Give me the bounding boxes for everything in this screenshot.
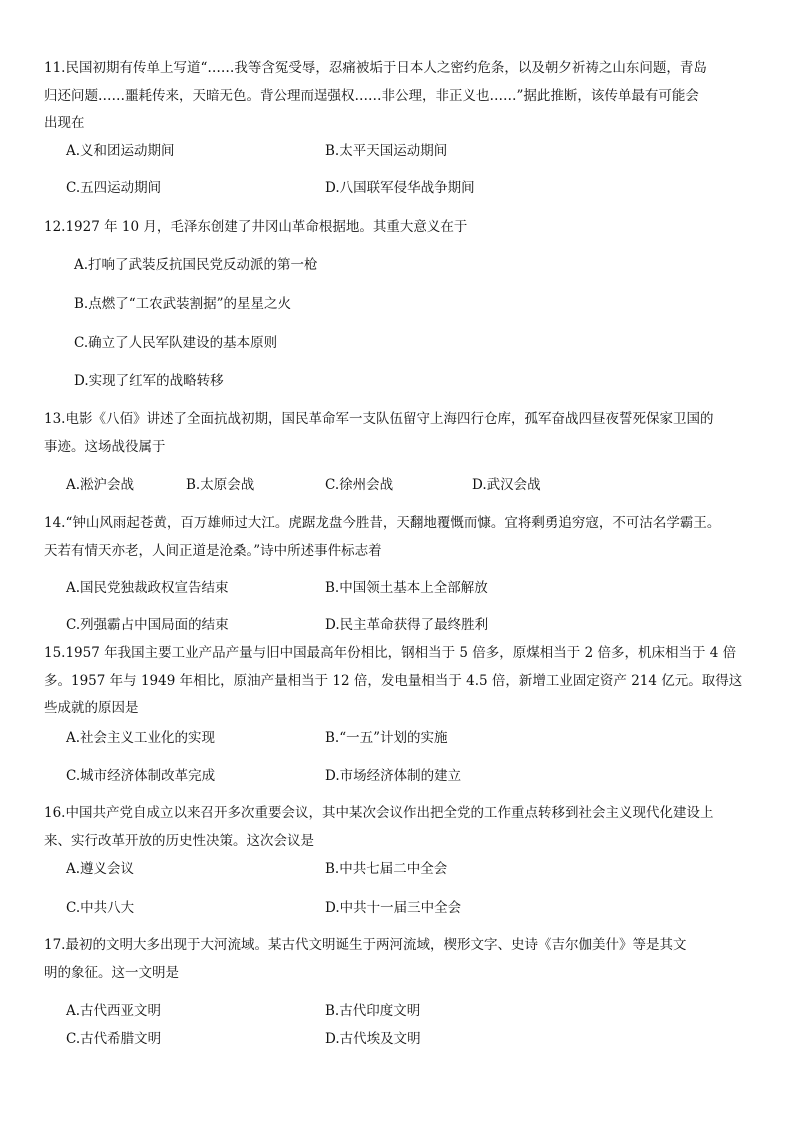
q15-stem-line-2: 多。1957 年与 1949 年相比，原油产量相当于 12 倍，发电量相当于 4.5 倍，新增工业固定资产 214 亿元。取得这 [44, 673, 743, 689]
q15-stem-line-3: 些成就的原因是 [44, 700, 139, 716]
q12-option-a: A.打响了武装反抗国民党反动派的第一枪 [74, 257, 318, 273]
q16-option-b: B.中共七届二中全会 [325, 861, 448, 877]
q13-option-d: D.武汉会战 [472, 477, 541, 493]
q17-option-a: A.古代西亚文明 [66, 1003, 162, 1019]
q14-option-b: B.中国领土基本上全部解放 [325, 580, 488, 596]
q16-option-d: D.中共十一届三中全会 [325, 900, 462, 916]
q12-option-b: B.点燃了“工农武装割据”的星星之火 [74, 296, 292, 312]
q13-option-a: A.淞沪会战 [66, 477, 135, 493]
q15-option-d: D.市场经济体制的建立 [325, 768, 462, 784]
q11-stem-line-3: 出现在 [44, 115, 85, 131]
q17-option-b: B.古代印度文明 [325, 1003, 421, 1019]
q12-option-c: C.确立了人民军队建设的基本原则 [74, 335, 278, 351]
q11-option-b: B.太平天国运动期间 [325, 143, 448, 159]
q16-option-a: A.遵义会议 [66, 861, 135, 877]
q17-stem-line-2: 明的象征。这一文明是 [44, 965, 179, 981]
q16-option-c: C.中共八大 [66, 900, 135, 916]
q13-option-c: C.徐州会战 [325, 477, 394, 493]
q14-option-a: A.国民党独裁政权宣告结束 [66, 580, 229, 596]
q11-stem-line-2: 归还问题……噩耗传来，天暗无色。背公理而逞强权……非公理，非正义也……”据此推断，该传单最有可能会 [44, 88, 699, 104]
q13-option-b: B.太原会战 [186, 477, 255, 493]
q11-stem-line-1: 11.民国初期有传单上写道“……我等含冤受辱，忍痛被垢于日本人之密约危条，以及朝夕祈祷之山东问题，青岛 [44, 60, 707, 76]
q17-stem-line-1: 17.最初的文明大多出现于大河流域。某古代文明诞生于两河流域，楔形文字、史诗《吉尔伽美什》等是其文 [44, 937, 687, 953]
q13-stem-line-1: 13.电影《八佰》讲述了全面抗战初期，国民革命军一支队伍留守上海四行仓库，孤军奋战四昼夜誓死保家卫国的 [44, 411, 714, 427]
q11-option-a: A.义和团运动期间 [66, 143, 175, 159]
q16-stem-line-2: 来、实行改革开放的历史性决策。这次会议是 [44, 833, 314, 849]
q17-option-c: C.古代希腊文明 [66, 1031, 162, 1047]
q11-option-c: C.五四运动期间 [66, 180, 162, 196]
q14-option-d: D.民主革命获得了最终胜利 [325, 617, 489, 633]
q15-option-c: C.城市经济体制改革完成 [66, 768, 216, 784]
q13-stem-line-2: 事迹。这场战役属于 [44, 439, 166, 455]
q16-stem-line-1: 16.中国共产党自成立以来召开多次重要会议，其中某次会议作出把全党的工作重点转移到社会主义现代化建设上 [44, 805, 714, 821]
q14-option-c: C.列强霸占中国局面的结束 [66, 617, 229, 633]
q15-option-b: B.“一五”计划的实施 [325, 730, 448, 746]
q14-stem-line-2: 天若有情天亦老，人间正道是沧桑。”诗中所述事件标志着 [44, 543, 382, 559]
q17-option-d: D.古代埃及文明 [325, 1031, 421, 1047]
q12-stem-line-1: 12.1927 年 10 月，毛泽东创建了井冈山革命根据地。其重大意义在于 [44, 219, 468, 235]
q12-option-d: D.实现了红军的战略转移 [74, 373, 224, 389]
q15-option-a: A.社会主义工业化的实现 [66, 730, 216, 746]
q14-stem-line-1: 14.“钟山风雨起苍黄，百万雄师过大江。虎踞龙盘今胜昔，天翻地覆慨而慷。宜将剩勇追穷寇，不可沽名学霸王。 [44, 515, 721, 531]
q15-stem-line-1: 15.1957 年我国主要工业产品产量与旧中国最高年份相比，钢相当于 5 倍多，原煤相当于 2 倍多，机床相当于 4 倍 [44, 645, 737, 661]
q11-option-d: D.八国联军侵华战争期间 [325, 180, 475, 196]
